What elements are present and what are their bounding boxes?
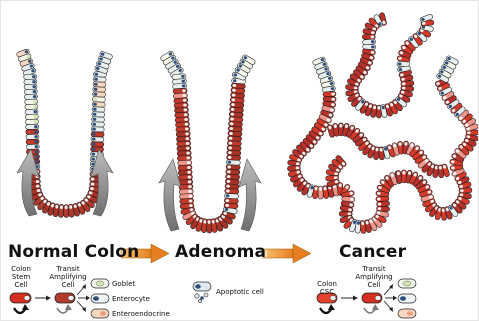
enteroendocrine-label: Enteroendocrine	[112, 310, 170, 318]
normal-colon-label: Normal Colon	[8, 242, 140, 262]
stage-arrow-icon	[263, 244, 311, 263]
enterocyte-label: Enterocyte	[112, 295, 150, 303]
adenoma-label: Adenoma	[175, 242, 267, 262]
cancer-crypt	[287, 12, 479, 234]
stem-cell-label: Colon Stem Cell	[11, 265, 31, 289]
csc-label: Colon CSC	[317, 280, 337, 296]
cancer-label: Cancer	[339, 242, 407, 262]
apoptotic-cell-label: Apoptotic cell	[216, 288, 264, 296]
goblet-label: Goblet	[112, 280, 136, 288]
cancer-transit-amplifying-label: Transit Amplifying Cell	[355, 265, 393, 289]
transit-amplifying-label: Transit Amplifying Cell	[49, 265, 87, 289]
apoptotic-cell-icon	[193, 282, 211, 303]
